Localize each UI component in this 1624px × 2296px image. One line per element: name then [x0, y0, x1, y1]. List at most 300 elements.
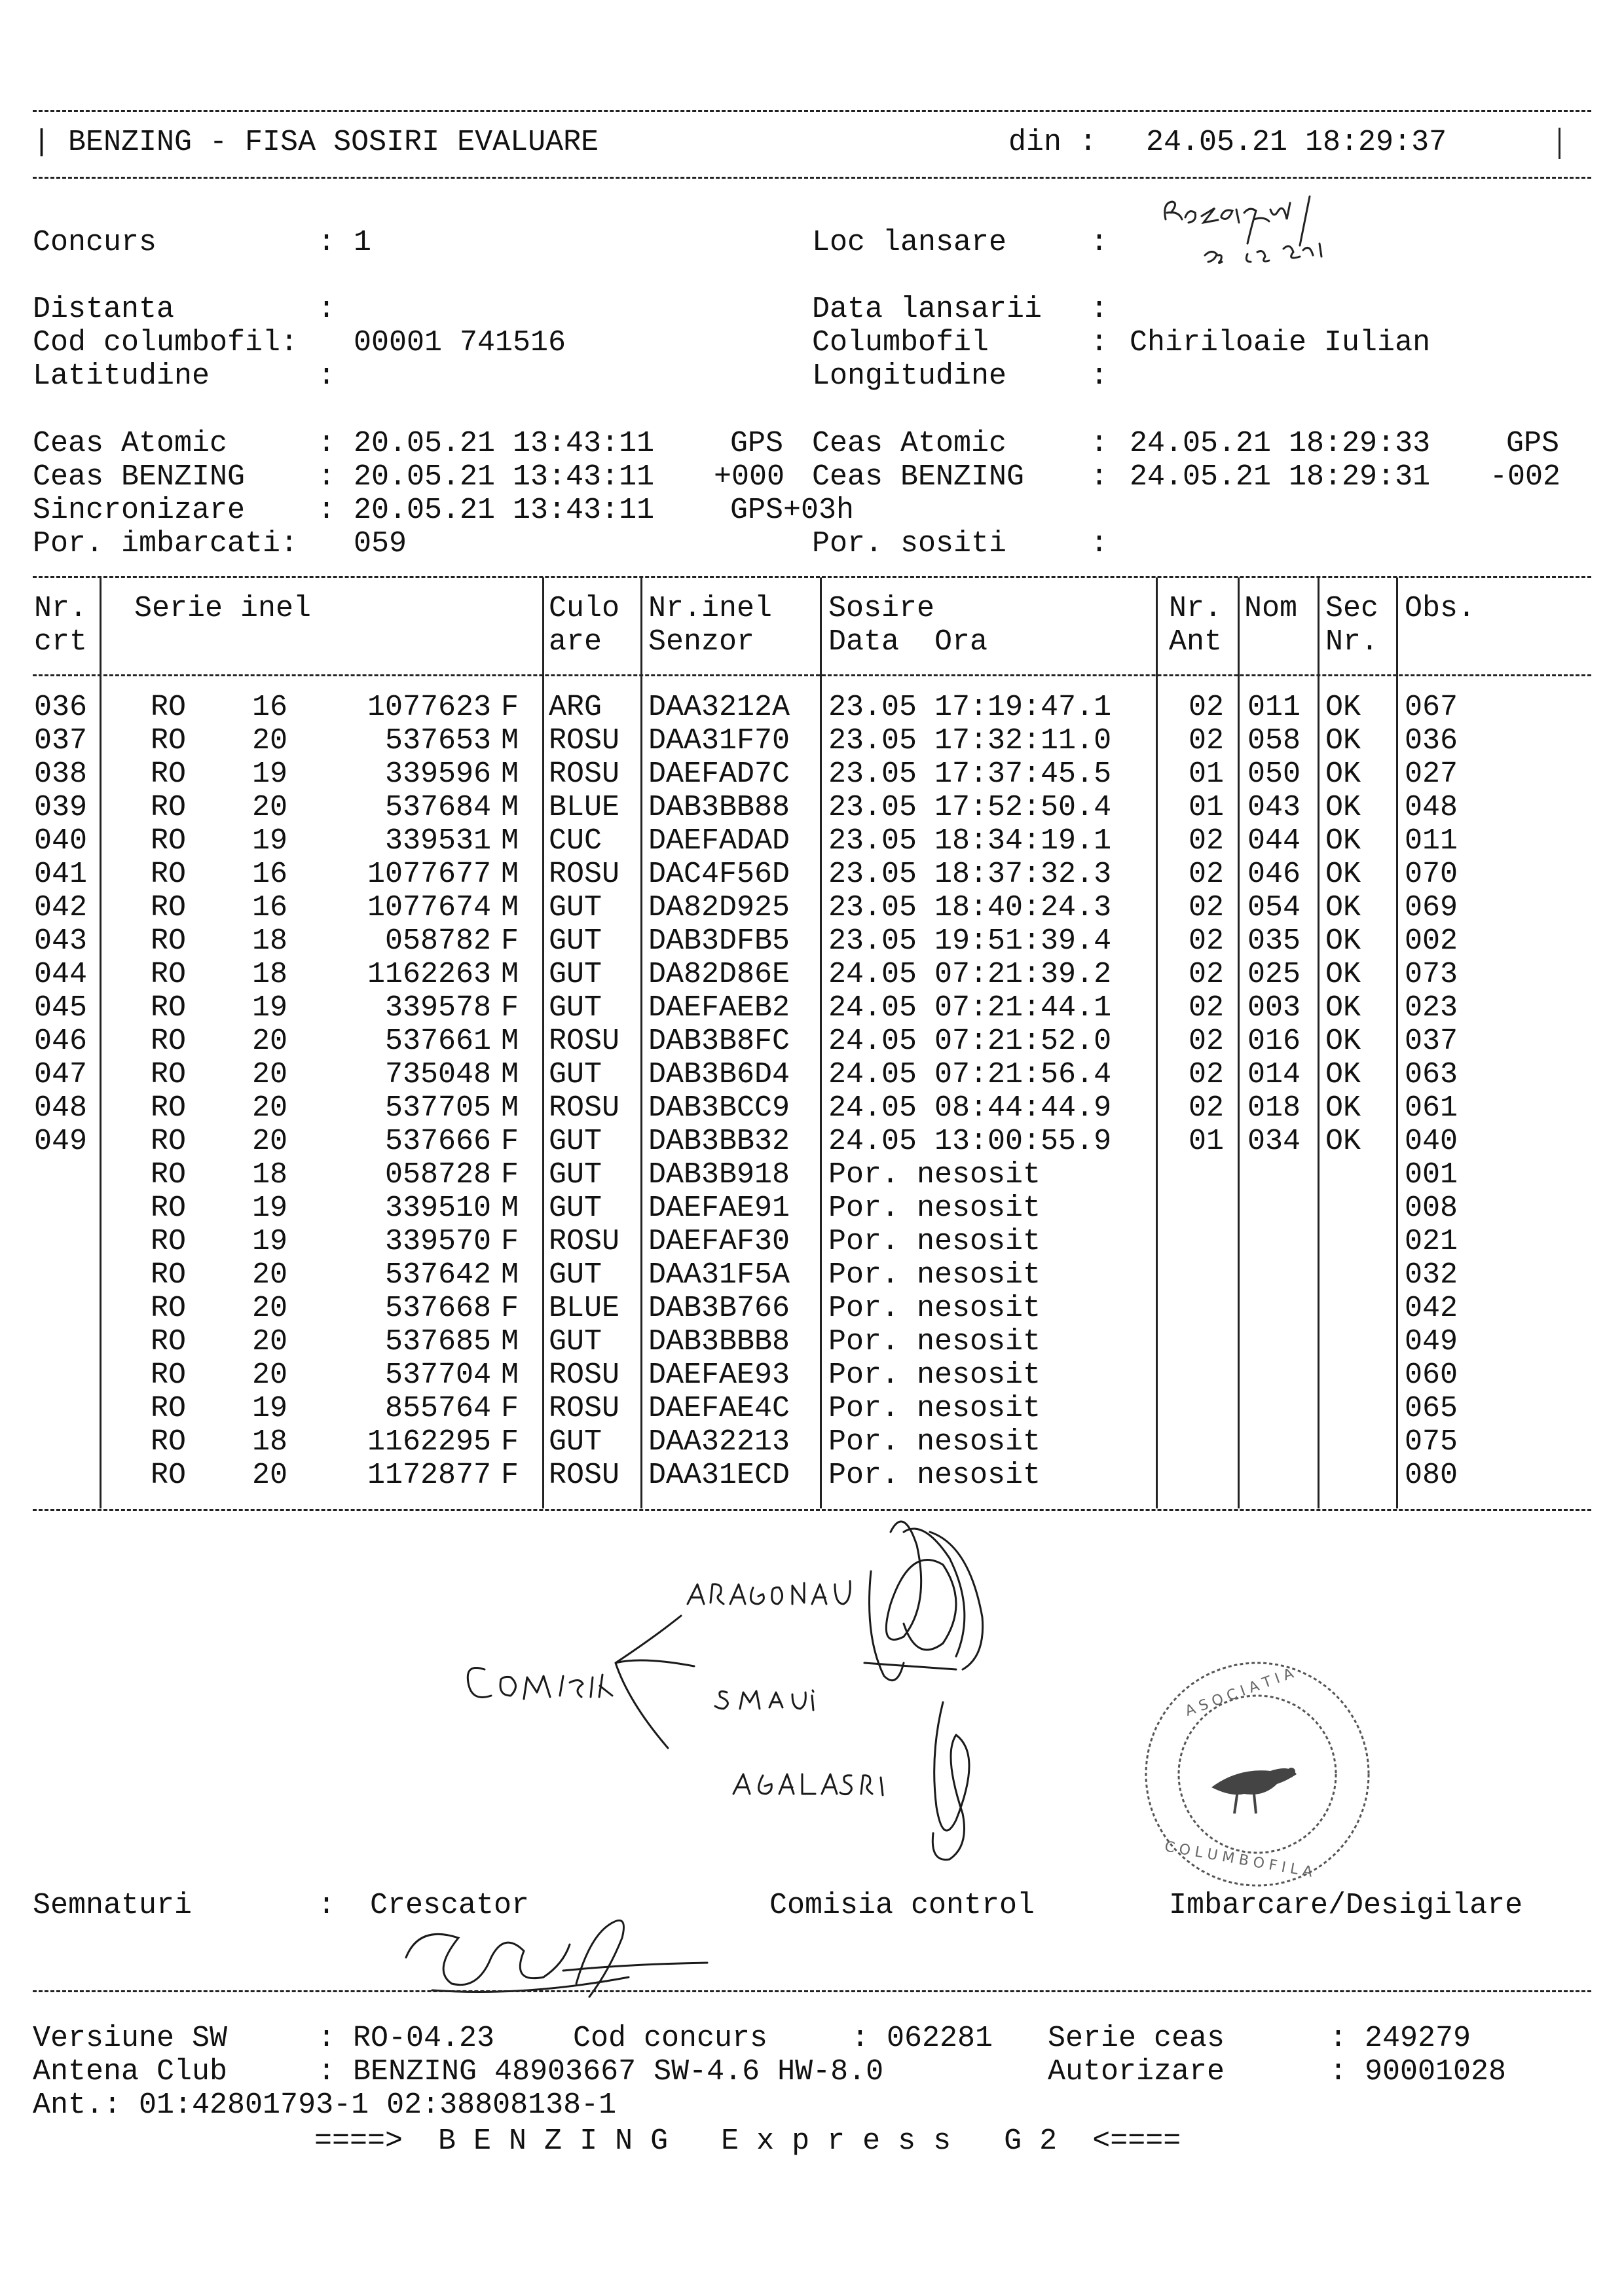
- sositi-sep: :: [1090, 527, 1109, 560]
- cell-sosire: 23.05 17:32:11.0: [828, 724, 1112, 757]
- cell-sosire: Por. nesosit: [828, 1158, 1041, 1192]
- cell-nr: 044: [34, 958, 88, 991]
- concurs-sep: :: [318, 226, 336, 259]
- cell-an: 16: [252, 891, 288, 924]
- cell-inel: 1077623: [367, 691, 491, 724]
- hdr-nr-ant: Nr.: [1169, 592, 1223, 625]
- sositi-label: Por. sositi: [812, 527, 1007, 560]
- cell-inel: 537661: [384, 1025, 491, 1058]
- cell-senzor: DAB3BB32: [648, 1125, 790, 1158]
- cell-culoare: ROSU: [549, 858, 620, 891]
- data-lansarii-label: Data lansarii: [812, 293, 1043, 326]
- cell-ant: 02: [1189, 891, 1225, 924]
- cell-an: 20: [252, 1125, 288, 1158]
- clock-right-2-sep: :: [1090, 460, 1109, 494]
- cell-senzor: DAEFADAD: [648, 824, 790, 858]
- columbofil-sep: :: [1090, 326, 1109, 359]
- cell-obs: 063: [1405, 1058, 1458, 1091]
- cell-tara: RO: [151, 724, 187, 757]
- cell-obs: 037: [1405, 1025, 1458, 1058]
- cell-nom: 046: [1247, 858, 1301, 891]
- cell-an: 20: [252, 1358, 288, 1392]
- cell-inel: 537685: [384, 1325, 491, 1358]
- cell-sex: M: [501, 724, 519, 757]
- cell-senzor: DAEFAD7C: [648, 757, 790, 791]
- cell-tara: RO: [151, 1125, 187, 1158]
- clock-right-1-label: Ceas Atomic: [812, 427, 1007, 460]
- commission-handwriting: [445, 1506, 1113, 1872]
- cell-sex: F: [501, 1425, 519, 1459]
- cell-tara: RO: [151, 1091, 187, 1125]
- sync-value: 20.05.21 13:43:11: [354, 494, 655, 527]
- cell-an: 16: [252, 691, 288, 724]
- cell-sex: F: [501, 924, 519, 958]
- columbofil-label: Columbofil: [812, 326, 989, 359]
- cell-an: 19: [252, 1392, 288, 1425]
- cell-obs: 070: [1405, 858, 1458, 891]
- cell-sosire: 24.05 08:44:44.9: [828, 1091, 1112, 1125]
- semnaturi-label: Semnaturi: [33, 1889, 193, 1922]
- cell-nom: 016: [1247, 1025, 1301, 1058]
- cell-sex: F: [501, 691, 519, 724]
- cell-an: 18: [252, 958, 288, 991]
- cell-an: 19: [252, 991, 288, 1025]
- cell-sec: OK: [1325, 1058, 1361, 1091]
- clock-right-2-suffix: -002: [1490, 460, 1561, 494]
- cell-sex: M: [501, 824, 519, 858]
- cell-an: 20: [252, 1459, 288, 1492]
- col-sep-6: [1238, 577, 1240, 1508]
- cell-tara: RO: [151, 1058, 187, 1091]
- cell-culoare: GUT: [549, 1258, 602, 1292]
- hdr-data-ora: Data Ora: [828, 625, 988, 659]
- longitudine-sep: :: [1090, 359, 1109, 393]
- cell-tara: RO: [151, 824, 187, 858]
- cell-tara: RO: [151, 1025, 187, 1058]
- ant-line: Ant.: 01:42801793-1 02:38808138-1: [33, 2088, 617, 2122]
- cell-sex: M: [501, 791, 519, 824]
- cell-sosire: Por. nesosit: [828, 1292, 1041, 1325]
- hdr-nr: Nr.: [34, 592, 88, 625]
- breeder-signature: [393, 1886, 733, 2016]
- cell-ant: 02: [1189, 1058, 1225, 1091]
- report-title: | BENZING - FISA SOSIRI EVALUARE: [33, 126, 599, 159]
- cell-culoare: CUC: [549, 824, 602, 858]
- cell-senzor: DAC4F56D: [648, 858, 790, 891]
- cell-inel: 339596: [384, 757, 491, 791]
- cell-senzor: DAB3DFB5: [648, 924, 790, 958]
- cell-senzor: DAEFAEB2: [648, 991, 790, 1025]
- cell-sex: M: [501, 891, 519, 924]
- clock-right-2-label: Ceas BENZING: [812, 460, 1025, 494]
- cell-an: 16: [252, 858, 288, 891]
- cell-inel: 537704: [384, 1358, 491, 1392]
- cell-sec: OK: [1325, 1025, 1361, 1058]
- cell-an: 20: [252, 724, 288, 757]
- cell-tara: RO: [151, 1459, 187, 1492]
- cell-sex: F: [501, 1225, 519, 1258]
- cell-sosire: 23.05 18:37:32.3: [828, 858, 1112, 891]
- cell-tara: RO: [151, 858, 187, 891]
- cell-senzor: DAB3BCC9: [648, 1091, 790, 1125]
- cell-ant: 02: [1189, 1025, 1225, 1058]
- report-din-label: din :: [1008, 126, 1098, 159]
- cell-obs: 002: [1405, 924, 1458, 958]
- clock-right-1-suffix: GPS: [1506, 427, 1560, 460]
- cell-sosire: 24.05 07:21:39.2: [828, 958, 1112, 991]
- cell-culoare: ROSU: [549, 1225, 620, 1258]
- cell-an: 18: [252, 1158, 288, 1192]
- cell-an: 20: [252, 1258, 288, 1292]
- col-sep-3: [640, 577, 642, 1508]
- cell-sec: OK: [1325, 858, 1361, 891]
- cell-culoare: ROSU: [549, 1091, 620, 1125]
- cell-obs: 049: [1405, 1325, 1458, 1358]
- cell-senzor: DA82D86E: [648, 958, 790, 991]
- cell-inel: 1162263: [367, 958, 491, 991]
- cell-nom: 014: [1247, 1058, 1301, 1091]
- hdr-sosire: Sosire: [828, 592, 935, 625]
- latitudine-sep: :: [318, 359, 336, 393]
- imbarcare-label: Imbarcare/Desigilare: [1169, 1889, 1523, 1922]
- cell-nom: 050: [1247, 757, 1301, 791]
- cell-tara: RO: [151, 1392, 187, 1425]
- cell-nom: 034: [1247, 1125, 1301, 1158]
- cell-culoare: ARG: [549, 691, 602, 724]
- cell-sex: M: [501, 858, 519, 891]
- cod-concurs-value: : 062281: [851, 2022, 993, 2055]
- cell-nr: 040: [34, 824, 88, 858]
- cell-ant: 02: [1189, 858, 1225, 891]
- cell-senzor: DAB3B8FC: [648, 1025, 790, 1058]
- cell-sex: M: [501, 1025, 519, 1058]
- handwritten-release-place: [1153, 183, 1467, 282]
- clock-left-1-label: Ceas Atomic: [33, 427, 228, 460]
- data-lansarii-sep: :: [1090, 293, 1109, 326]
- cell-sosire: 24.05 07:21:52.0: [828, 1025, 1112, 1058]
- cell-nr: 047: [34, 1058, 88, 1091]
- sync-label: Sincronizare: [33, 494, 246, 527]
- longitudine-label: Longitudine: [812, 359, 1007, 393]
- clock-left-1-value: 20.05.21 13:43:11: [354, 427, 655, 460]
- cell-inel: 537668: [384, 1292, 491, 1325]
- clock-left-2-sep: :: [318, 460, 336, 494]
- cell-inel: 1162295: [367, 1425, 491, 1459]
- cell-inel: 339510: [384, 1192, 491, 1225]
- cell-ant: 02: [1189, 924, 1225, 958]
- cell-inel: 1077677: [367, 858, 491, 891]
- col-sep-1: [100, 577, 101, 1508]
- col-sep-2: [542, 577, 544, 1508]
- cell-obs: 036: [1405, 724, 1458, 757]
- comisia-label: Comisia control: [769, 1889, 1035, 1922]
- cell-inel: 339570: [384, 1225, 491, 1258]
- cell-culoare: GUT: [549, 1125, 602, 1158]
- top-rule: [33, 110, 1591, 112]
- cell-nr: 048: [34, 1091, 88, 1125]
- cell-nr: 041: [34, 858, 88, 891]
- cell-sosire: Por. nesosit: [828, 1325, 1041, 1358]
- cell-sosire: 24.05 07:21:44.1: [828, 991, 1112, 1025]
- cell-inel: 855764: [384, 1392, 491, 1425]
- clock-right-1-sep: :: [1090, 427, 1109, 460]
- cell-tara: RO: [151, 991, 187, 1025]
- cell-sex: M: [501, 757, 519, 791]
- cell-tara: RO: [151, 691, 187, 724]
- imbarcati-label: Por. imbarcati:: [33, 527, 299, 560]
- cell-nr: 037: [34, 724, 88, 757]
- benzing-banner: ====> B E N Z I N G E x p r e s s G 2 <====: [314, 2124, 1181, 2158]
- cell-culoare: GUT: [549, 1058, 602, 1091]
- cell-nr: 039: [34, 791, 88, 824]
- cell-sec: OK: [1325, 924, 1361, 958]
- cell-senzor: DAB3B6D4: [648, 1058, 790, 1091]
- cell-nr: 045: [34, 991, 88, 1025]
- clock-right-2-value: 24.05.21 18:29:31: [1130, 460, 1431, 494]
- cell-senzor: DAA31F70: [648, 724, 790, 757]
- cell-an: 20: [252, 791, 288, 824]
- cell-tara: RO: [151, 1158, 187, 1192]
- cell-nr: 046: [34, 1025, 88, 1058]
- cell-culoare: BLUE: [549, 1292, 620, 1325]
- cell-sex: F: [501, 1125, 519, 1158]
- cell-nom: 011: [1247, 691, 1301, 724]
- cell-sex: F: [501, 991, 519, 1025]
- cell-senzor: DAA32213: [648, 1425, 790, 1459]
- cell-obs: 042: [1405, 1292, 1458, 1325]
- cell-nr: 036: [34, 691, 88, 724]
- cell-ant: 02: [1189, 824, 1225, 858]
- cod-columbofil-label: Cod columbofil:: [33, 326, 299, 359]
- hdr-serie: Serie inel: [134, 592, 312, 625]
- cell-culoare: ROSU: [549, 1025, 620, 1058]
- header-right-bar: [1559, 128, 1560, 159]
- cell-tara: RO: [151, 1225, 187, 1258]
- serie-ceas-value: : 249279: [1329, 2022, 1471, 2055]
- cell-obs: 060: [1405, 1358, 1458, 1392]
- cell-obs: 075: [1405, 1425, 1458, 1459]
- cell-nom: 043: [1247, 791, 1301, 824]
- cell-senzor: DAA31F5A: [648, 1258, 790, 1292]
- cell-inel: 537666: [384, 1125, 491, 1158]
- report-datetime: 24.05.21 18:29:37: [1146, 126, 1447, 159]
- cod-concurs-label: Cod concurs: [573, 2022, 768, 2055]
- cell-nom: 018: [1247, 1091, 1301, 1125]
- cell-nr: 042: [34, 891, 88, 924]
- cell-nr: 049: [34, 1125, 88, 1158]
- cell-tara: RO: [151, 791, 187, 824]
- cell-obs: 048: [1405, 791, 1458, 824]
- clock-left-2-label: Ceas BENZING: [33, 460, 246, 494]
- loc-lansare-label: Loc lansare: [812, 226, 1007, 259]
- cell-sosire: 24.05 07:21:56.4: [828, 1058, 1112, 1091]
- cell-sec: OK: [1325, 824, 1361, 858]
- cell-culoare: GUT: [549, 891, 602, 924]
- cell-nr: 038: [34, 757, 88, 791]
- cell-tara: RO: [151, 757, 187, 791]
- cell-obs: 065: [1405, 1392, 1458, 1425]
- clock-right-1-value: 24.05.21 18:29:33: [1130, 427, 1431, 460]
- cell-ant: 01: [1189, 791, 1225, 824]
- sync-sep: :: [318, 494, 336, 527]
- cell-obs: 067: [1405, 691, 1458, 724]
- cell-sex: M: [501, 1192, 519, 1225]
- imbarcati-value: 059: [354, 527, 407, 560]
- concurs-value: 1: [354, 226, 372, 259]
- cell-an: 20: [252, 1058, 288, 1091]
- svg-text:A S O C I A T I A: A S O C I A T I A: [1183, 1665, 1296, 1720]
- cell-sosire: Por. nesosit: [828, 1225, 1041, 1258]
- cell-tara: RO: [151, 1325, 187, 1358]
- cell-sosire: 23.05 17:52:50.4: [828, 791, 1112, 824]
- antena-value: : BENZING 48903667 SW-4.6 HW-8.0: [318, 2055, 884, 2088]
- cell-nom: 054: [1247, 891, 1301, 924]
- antena-label: Antena Club: [33, 2055, 228, 2088]
- versiune-label: Versiune SW: [33, 2022, 228, 2055]
- cell-obs: 023: [1405, 991, 1458, 1025]
- cell-an: 20: [252, 1091, 288, 1125]
- cell-culoare: GUT: [549, 1325, 602, 1358]
- cell-obs: 069: [1405, 891, 1458, 924]
- hdr-sec: Sec: [1325, 592, 1379, 625]
- cell-sec: OK: [1325, 991, 1361, 1025]
- cell-tara: RO: [151, 1358, 187, 1392]
- hdr-inel: Nr.inel: [648, 592, 773, 625]
- concurs-label: Concurs: [33, 226, 157, 259]
- cell-sosire: 23.05 18:40:24.3: [828, 891, 1112, 924]
- cell-sosire: 24.05 13:00:55.9: [828, 1125, 1112, 1158]
- cell-sex: M: [501, 1358, 519, 1392]
- cell-culoare: BLUE: [549, 791, 620, 824]
- hdr-are: are: [549, 625, 602, 659]
- cell-nr: 043: [34, 924, 88, 958]
- cell-inel: 537684: [384, 791, 491, 824]
- cell-an: 20: [252, 1325, 288, 1358]
- cell-ant: 02: [1189, 991, 1225, 1025]
- cell-sosire: 23.05 17:19:47.1: [828, 691, 1112, 724]
- cell-obs: 032: [1405, 1258, 1458, 1292]
- cell-sosire: Por. nesosit: [828, 1392, 1041, 1425]
- cell-obs: 021: [1405, 1225, 1458, 1258]
- cell-sex: M: [501, 1258, 519, 1292]
- cell-sosire: 23.05 17:37:45.5: [828, 757, 1112, 791]
- cell-sec: OK: [1325, 1091, 1361, 1125]
- cell-obs: 008: [1405, 1192, 1458, 1225]
- cell-obs: 001: [1405, 1158, 1458, 1192]
- cell-ant: 02: [1189, 724, 1225, 757]
- latitudine-label: Latitudine: [33, 359, 210, 393]
- cell-nom: 044: [1247, 824, 1301, 858]
- cell-sosire: Por. nesosit: [828, 1258, 1041, 1292]
- hdr-obs: Obs.: [1405, 592, 1476, 625]
- cell-tara: RO: [151, 924, 187, 958]
- cell-culoare: GUT: [549, 1192, 602, 1225]
- cell-inel: 058782: [384, 924, 491, 958]
- cell-tara: RO: [151, 891, 187, 924]
- cell-nom: 003: [1247, 991, 1301, 1025]
- cell-senzor: DAB3B766: [648, 1292, 790, 1325]
- cell-culoare: GUT: [549, 924, 602, 958]
- cell-sex: M: [501, 1325, 519, 1358]
- cell-sosire: Por. nesosit: [828, 1425, 1041, 1459]
- cell-nom: 025: [1247, 958, 1301, 991]
- col-sep-5: [1156, 577, 1158, 1508]
- cell-obs: 061: [1405, 1091, 1458, 1125]
- cell-senzor: DAEFAE93: [648, 1358, 790, 1392]
- hdr-sec-nr: Nr.: [1325, 625, 1379, 659]
- cell-ant: 02: [1189, 691, 1225, 724]
- cell-sosire: Por. nesosit: [828, 1358, 1041, 1392]
- hdr-culo: Culo: [549, 592, 620, 625]
- cell-inel: 537653: [384, 724, 491, 757]
- cell-sex: M: [501, 958, 519, 991]
- loc-lansare-sep: :: [1090, 226, 1109, 259]
- cell-sex: F: [501, 1459, 519, 1492]
- cell-tara: RO: [151, 1292, 187, 1325]
- cell-an: 18: [252, 924, 288, 958]
- col-sep-7: [1318, 577, 1320, 1508]
- serie-ceas-label: Serie ceas: [1048, 2022, 1225, 2055]
- versiune-value: : RO-04.23: [318, 2022, 495, 2055]
- cell-obs: 080: [1405, 1459, 1458, 1492]
- cell-senzor: DAB3BB88: [648, 791, 790, 824]
- cell-sosire: 23.05 19:51:39.4: [828, 924, 1112, 958]
- cell-sex: F: [501, 1292, 519, 1325]
- cell-sex: M: [501, 1091, 519, 1125]
- cell-tara: RO: [151, 1192, 187, 1225]
- autorizare-label: Autorizare: [1048, 2055, 1225, 2088]
- cell-an: 19: [252, 1225, 288, 1258]
- cell-inel: 537642: [384, 1258, 491, 1292]
- header-bottom-rule: [33, 177, 1591, 179]
- cell-sec: OK: [1325, 691, 1361, 724]
- cell-sex: F: [501, 1158, 519, 1192]
- cell-ant: 02: [1189, 958, 1225, 991]
- cell-nom: 058: [1247, 724, 1301, 757]
- cell-sosire: 23.05 18:34:19.1: [828, 824, 1112, 858]
- cell-culoare: ROSU: [549, 1358, 620, 1392]
- table-header-rule: [33, 674, 1591, 676]
- cell-an: 20: [252, 1292, 288, 1325]
- cell-obs: 011: [1405, 824, 1458, 858]
- clock-left-2-value: 20.05.21 13:43:11: [354, 460, 655, 494]
- cell-an: 19: [252, 824, 288, 858]
- cell-sec: OK: [1325, 1125, 1361, 1158]
- distanta-label: Distanta: [33, 293, 175, 326]
- cell-obs: 027: [1405, 757, 1458, 791]
- footer-rule: [33, 1990, 1591, 1992]
- cell-ant: 01: [1189, 757, 1225, 791]
- col-sep-4: [820, 577, 822, 1508]
- col-sep-8: [1396, 577, 1398, 1508]
- cell-inel: 339531: [384, 824, 491, 858]
- svg-text:C O L U M B O F I L A: C O L U M B O F I L A: [1163, 1838, 1314, 1881]
- cell-ant: 02: [1189, 1091, 1225, 1125]
- cell-an: 20: [252, 1025, 288, 1058]
- cell-sosire: Por. nesosit: [828, 1459, 1041, 1492]
- cell-culoare: GUT: [549, 1425, 602, 1459]
- hdr-senzor: Senzor: [648, 625, 755, 659]
- cell-an: 18: [252, 1425, 288, 1459]
- cell-culoare: GUT: [549, 991, 602, 1025]
- cell-culoare: GUT: [549, 1158, 602, 1192]
- cell-an: 19: [252, 1192, 288, 1225]
- cell-obs: 040: [1405, 1125, 1458, 1158]
- cell-sec: OK: [1325, 891, 1361, 924]
- cell-senzor: DAB3BBB8: [648, 1325, 790, 1358]
- clock-left-1-sep: :: [318, 427, 336, 460]
- cell-sex: M: [501, 1058, 519, 1091]
